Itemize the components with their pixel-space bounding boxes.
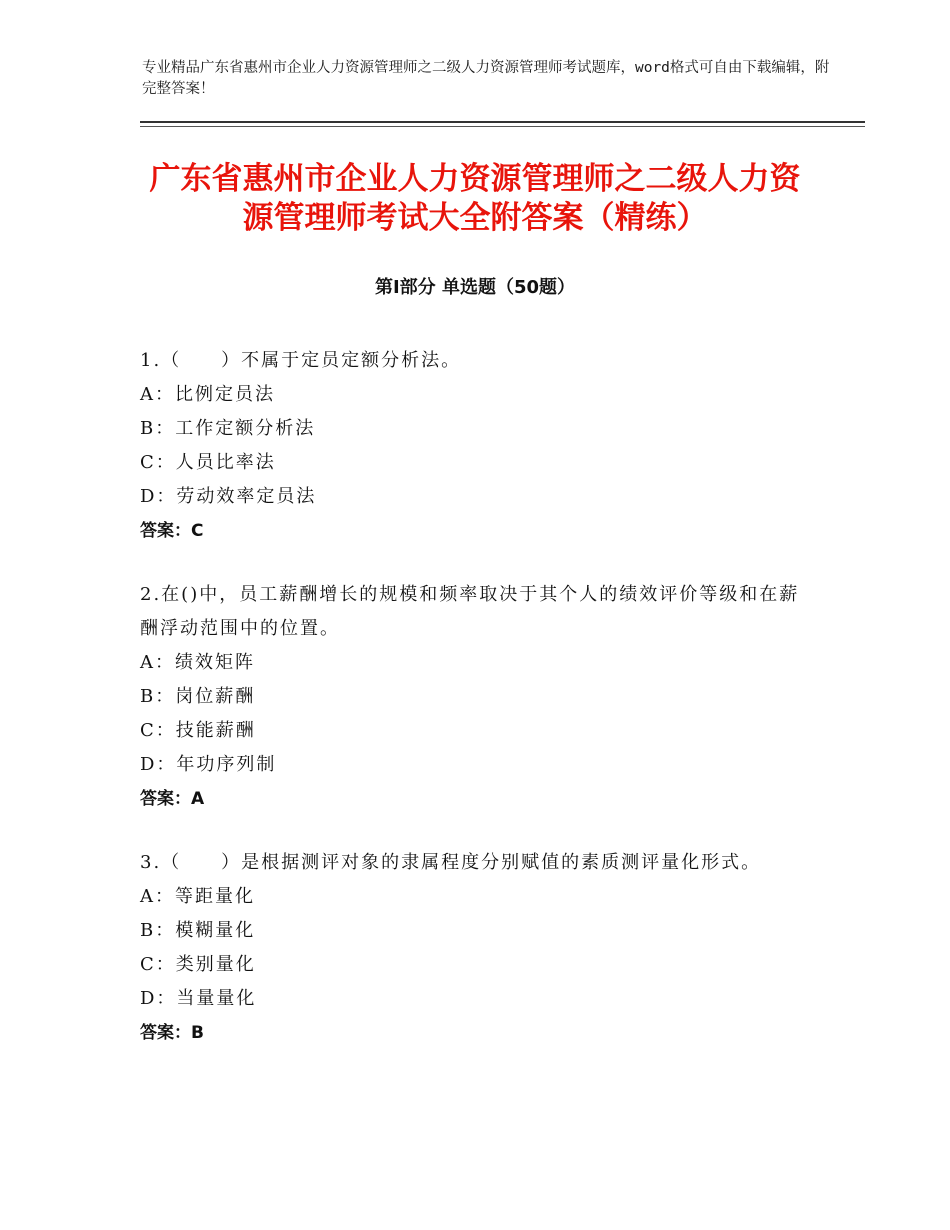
question-stem: 2.在()中，员工薪酬增长的规模和频率取决于其个人的绩效评价等级和在薪酬浮动范围中的位置。 [140, 584, 800, 639]
option-b: B：岗位薪酬 [140, 686, 256, 707]
answer-line: 答案：C [140, 521, 204, 541]
option-c: C：人员比率法 [140, 452, 276, 473]
option-d: D：劳动效率定员法 [140, 486, 317, 507]
header-rule-thick [140, 121, 865, 123]
option-d: D：年功序列制 [140, 754, 277, 775]
option-a: A：等距量化 [140, 886, 255, 907]
question-3 [140, 846, 805, 1050]
option-b: B：工作定额分析法 [140, 418, 316, 439]
option-a: A：比例定员法 [140, 384, 275, 405]
answer-line: 答案：B [140, 1023, 204, 1043]
header-note: 专业精品广东省惠州市企业人力资源管理师之二级人力资源管理师考试题库，word格式可自由下载编辑，附完整答案！ [142, 60, 830, 97]
option-c: C：技能薪酬 [140, 720, 256, 741]
question-2 [140, 578, 805, 816]
option-b: B：模糊量化 [140, 920, 256, 941]
question-stem: 1.（ ）不属于定员定额分析法。 [140, 350, 462, 371]
option-a: A：绩效矩阵 [140, 652, 255, 673]
question-1 [140, 344, 805, 548]
header-rule-thin [140, 126, 865, 127]
question-stem: 3.（ ）是根据测评对象的隶属程度分别赋值的素质测评量化形式。 [140, 852, 762, 873]
question-list [140, 344, 805, 1080]
option-c: C：类别量化 [140, 954, 256, 975]
option-d: D：当量量化 [140, 988, 257, 1009]
answer-line: 答案：A [140, 789, 205, 809]
document-title: 广东省惠州市企业人力资源管理师之二级人力资源管理师考试大全附答案（精练） [149, 161, 801, 236]
section-title: 第Ⅰ部分 单选题（50题） [374, 277, 575, 298]
